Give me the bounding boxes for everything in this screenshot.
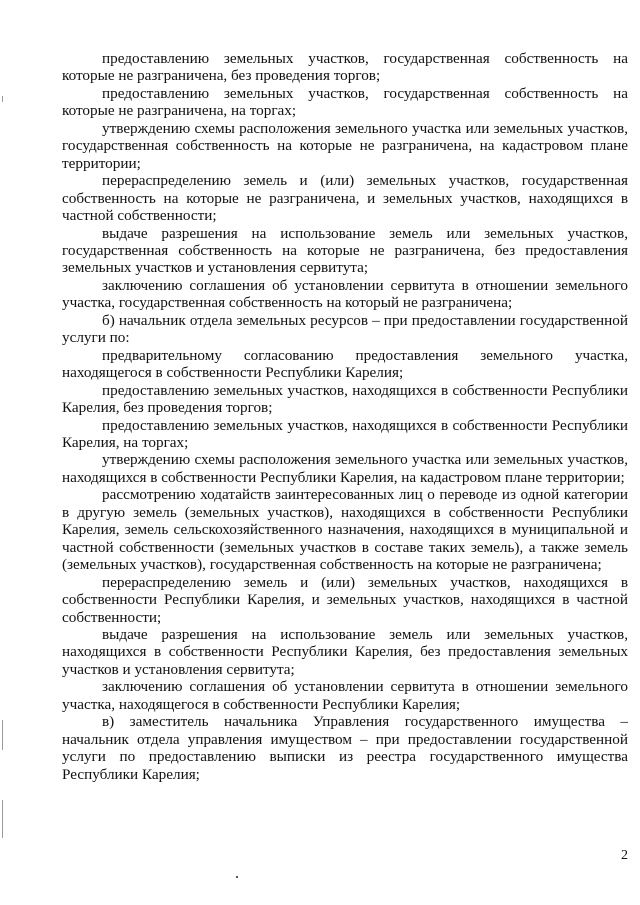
paragraph: перераспределению земель и (или) земельных участков, государственная собственность на которые не разграничена, и земельных участков, находящихся в частной собственности; [62,172,628,225]
document-body [62,50,628,783]
paragraph: выдаче разрешения на использование земель или земельных участков, государственная собственность на которые не разграничена, без предоставления земельных участков и установления сервитута; [62,224,628,277]
paragraph: в) заместитель начальника Управления государственного имущества – начальник отдела управления имуществом – при предоставлении государственной услуги по предоставлению выписки из реестра государственного имущества Республики Карелия; [62,713,628,783]
paragraph: б) начальник отдела земельных ресурсов – при предоставлении государственной услуги по: [62,311,628,347]
paragraph: предоставлению земельных участков, находящихся в собственности Республики Карелия, на торгах; [62,416,628,451]
scan-margin-mark [2,800,3,838]
paragraph: утверждению схемы расположения земельного участка или земельных участков, находящихся в собственности Республики Карелия, на кадастровом плане территории; [62,451,628,486]
paragraph: утверждению схемы расположения земельного участка или земельных участков, государственная собственность на которые не разграничена, на кадастровом плане территории; [62,119,628,172]
scan-margin-mark [2,96,3,102]
paragraph: заключению соглашения об установлении сервитута в отношении земельного участка, государственная собственность на который не разграничена; [62,276,628,312]
page-number: 2 [621,848,628,863]
paragraph: выдаче разрешения на использование земель или земельных участков, находящихся в собственности Республики Карелия, без предоставления земельных участков и установления сервитута; [62,625,628,678]
paragraph: предоставлению земельных участков, государственная собственность на которые не разграничена, без проведения торгов; [62,50,628,85]
paragraph: предоставлению земельных участков, находящихся в собственности Республики Карелия, без проведения торгов; [62,381,628,417]
paragraph: перераспределению земель и (или) земельных участков, находящихся в собственности Республики Карелия, и земельных участков, находящихся в частной собственности; [62,573,628,626]
scan-margin-mark [2,720,3,750]
paragraph: заключению соглашения об установлении сервитута в отношении земельного участка, находящегося в собственности Республики Карелия; [62,678,628,713]
scan-speck [236,876,238,878]
paragraph: рассмотрению ходатайств заинтересованных лиц о переводе из одной категории в другую земель (земельных участков), находящихся в собственности Республики Карелия, земель сельскохозяйственного назначения, находящихся в муниципальной и частной собственности (земельных участков в составе таких земель), а также земель (земельных участков), государственная собственность на которые не разграничена; [62,486,628,574]
paragraph: предварительному согласованию предоставления земельного участка, находящегося в собственности Республики Карелия; [62,346,628,382]
paragraph: предоставлению земельных участков, государственная собственность на которые не разграничена, на торгах; [62,84,628,120]
